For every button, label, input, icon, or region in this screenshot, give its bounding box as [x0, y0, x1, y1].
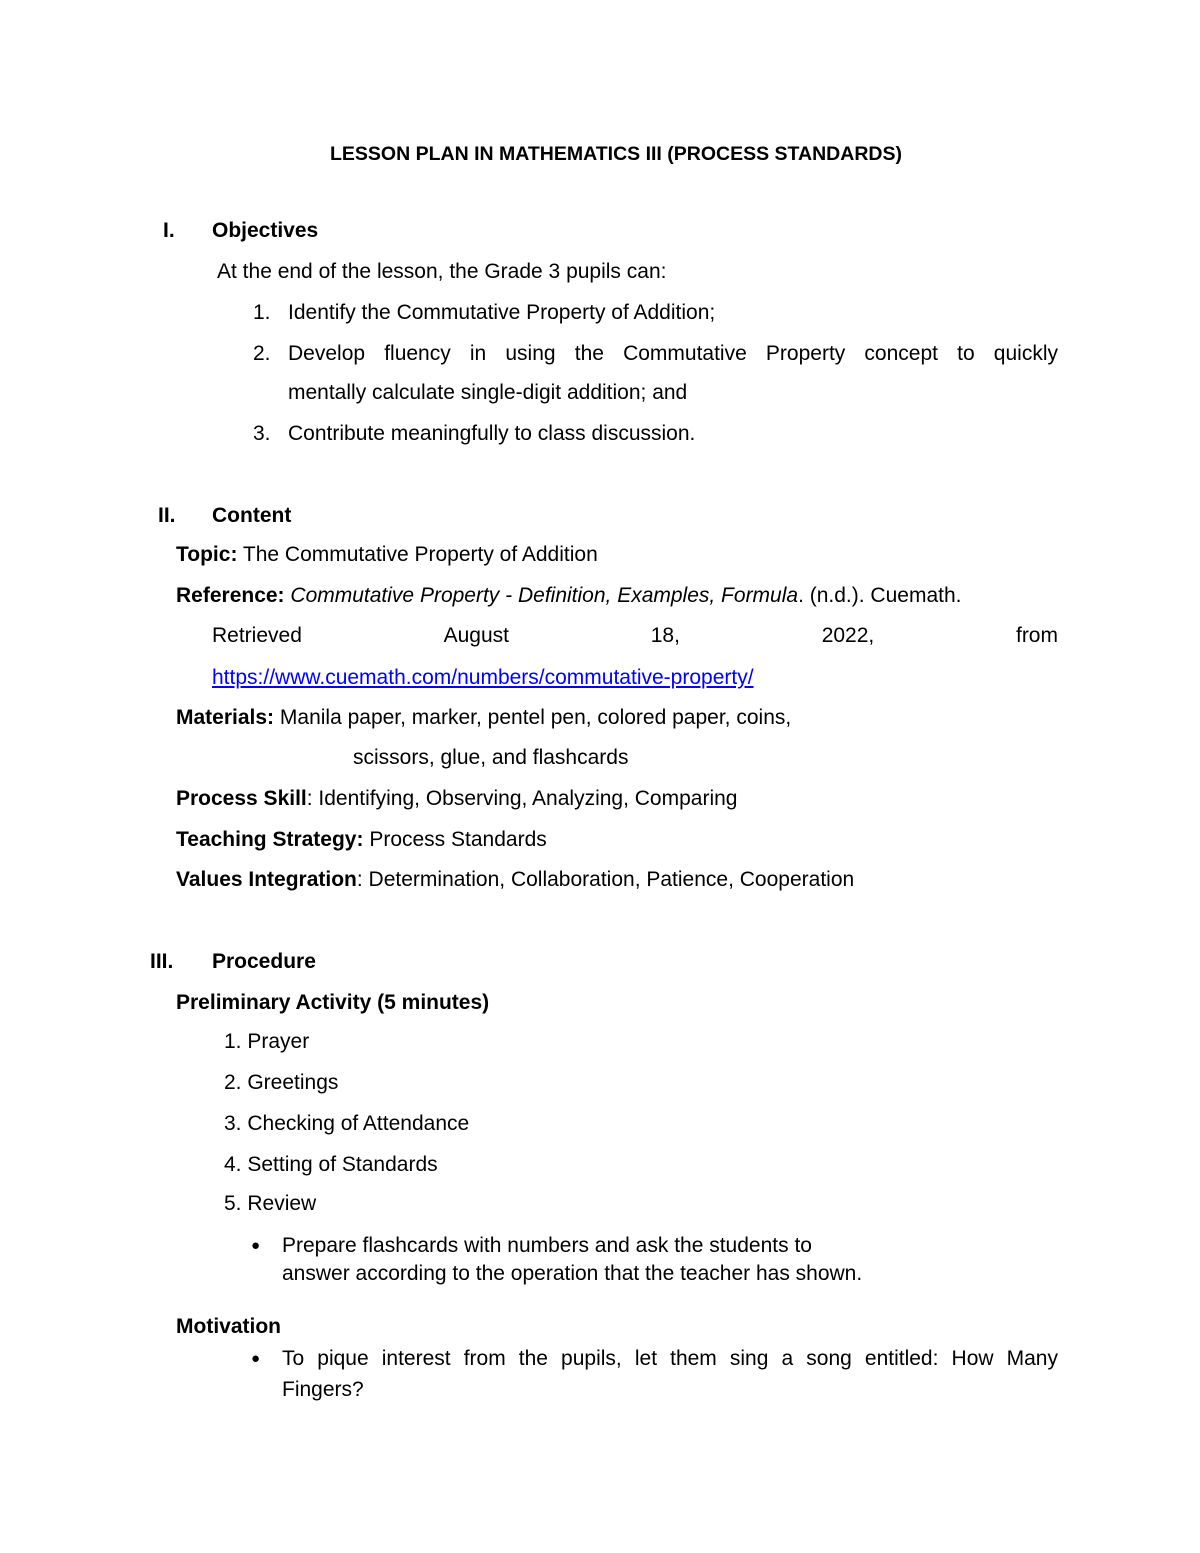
- objective-number: 2.: [253, 342, 271, 365]
- teaching-strategy-line: [176, 829, 547, 850]
- topic-line: [176, 544, 598, 565]
- section-numeral-objectives: I.: [163, 219, 175, 242]
- retrieved-word: Retrieved: [212, 624, 302, 647]
- teaching-strategy-value: Process Standards: [369, 828, 547, 851]
- section-numeral-procedure: III.: [150, 950, 174, 973]
- objective-number: 1.: [253, 301, 271, 324]
- bullet-icon: ●: [251, 1237, 261, 1254]
- retrieved-word: August: [443, 624, 510, 647]
- document-title: LESSON PLAN IN MATHEMATICS III (PROCESS STANDARDS): [329, 143, 902, 165]
- section-numeral-content: II.: [158, 504, 176, 527]
- objective-text: Identify the Commutative Property of Addition;: [288, 301, 716, 324]
- preliminary-item: 3. Checking of Attendance: [224, 1112, 470, 1135]
- section-heading-objectives: Objectives: [212, 219, 319, 242]
- retrieved-word: 18,: [650, 624, 680, 647]
- review-bullet-text: Prepare flashcards with numbers and ask the students to: [282, 1234, 812, 1257]
- preliminary-item: 1. Prayer: [224, 1030, 310, 1053]
- topic-value: The Commutative Property of Addition: [242, 543, 598, 566]
- preliminary-item: 5. Review: [224, 1192, 317, 1215]
- objective-text-continued: mentally calculate single-digit addition; and: [288, 381, 688, 404]
- materials-value-continued: scissors, glue, and flashcards: [353, 746, 629, 769]
- process-skill-label: Process Skill: [176, 787, 307, 810]
- motivation-heading: Motivation: [176, 1315, 281, 1338]
- motivation-bullet-text: To pique interest from the pupils, let them sing a song entitled: How Many: [282, 1347, 1058, 1370]
- process-skill-line: [176, 788, 737, 809]
- retrieved-word: 2022,: [821, 624, 875, 647]
- section-heading-procedure: Procedure: [212, 950, 316, 973]
- reference-title: Commutative Property - Definition, Examples, Formula: [290, 584, 799, 607]
- teaching-strategy-label: Teaching Strategy:: [176, 828, 364, 851]
- retrieved-word: from: [1015, 624, 1058, 647]
- reference-retrieved-line: [212, 625, 1058, 646]
- reference-label: Reference:: [176, 584, 285, 607]
- objective-text: Contribute meaningfully to class discussion.: [288, 422, 696, 445]
- objectives-intro: At the end of the lesson, the Grade 3 pupils can:: [217, 260, 667, 283]
- motivation-bullet-text-continued: Fingers?: [282, 1378, 364, 1401]
- bullet-icon: ●: [251, 1350, 261, 1367]
- materials-value: Manila paper, marker, pentel pen, colored paper, coins,: [279, 706, 792, 729]
- preliminary-item: 2. Greetings: [224, 1071, 339, 1094]
- topic-label: Topic:: [176, 543, 238, 566]
- materials-label: Materials:: [176, 706, 275, 729]
- reference-line: [176, 585, 1058, 606]
- preliminary-activity-heading: Preliminary Activity (5 minutes): [176, 991, 490, 1014]
- values-integration-value: : Determination, Collaboration, Patience, Cooperation: [356, 868, 855, 891]
- objective-number: 3.: [253, 422, 271, 445]
- review-bullet-text-continued: answer according to the operation that the teacher has shown.: [282, 1262, 863, 1285]
- values-integration-line: [176, 869, 854, 890]
- reference-source: . (n.d.). Cuemath.: [798, 584, 962, 607]
- values-integration-label: Values Integration: [176, 868, 357, 891]
- section-heading-content: Content: [212, 504, 292, 527]
- preliminary-item: 4. Setting of Standards: [224, 1153, 438, 1176]
- process-skill-value: : Identifying, Observing, Analyzing, Comparing: [306, 787, 738, 810]
- objective-text: Develop fluency in using the Commutative Property concept to quickly: [288, 342, 1058, 365]
- materials-line: [176, 707, 791, 728]
- reference-url-link[interactable]: https://www.cuemath.com/numbers/commutative-property/: [212, 666, 754, 689]
